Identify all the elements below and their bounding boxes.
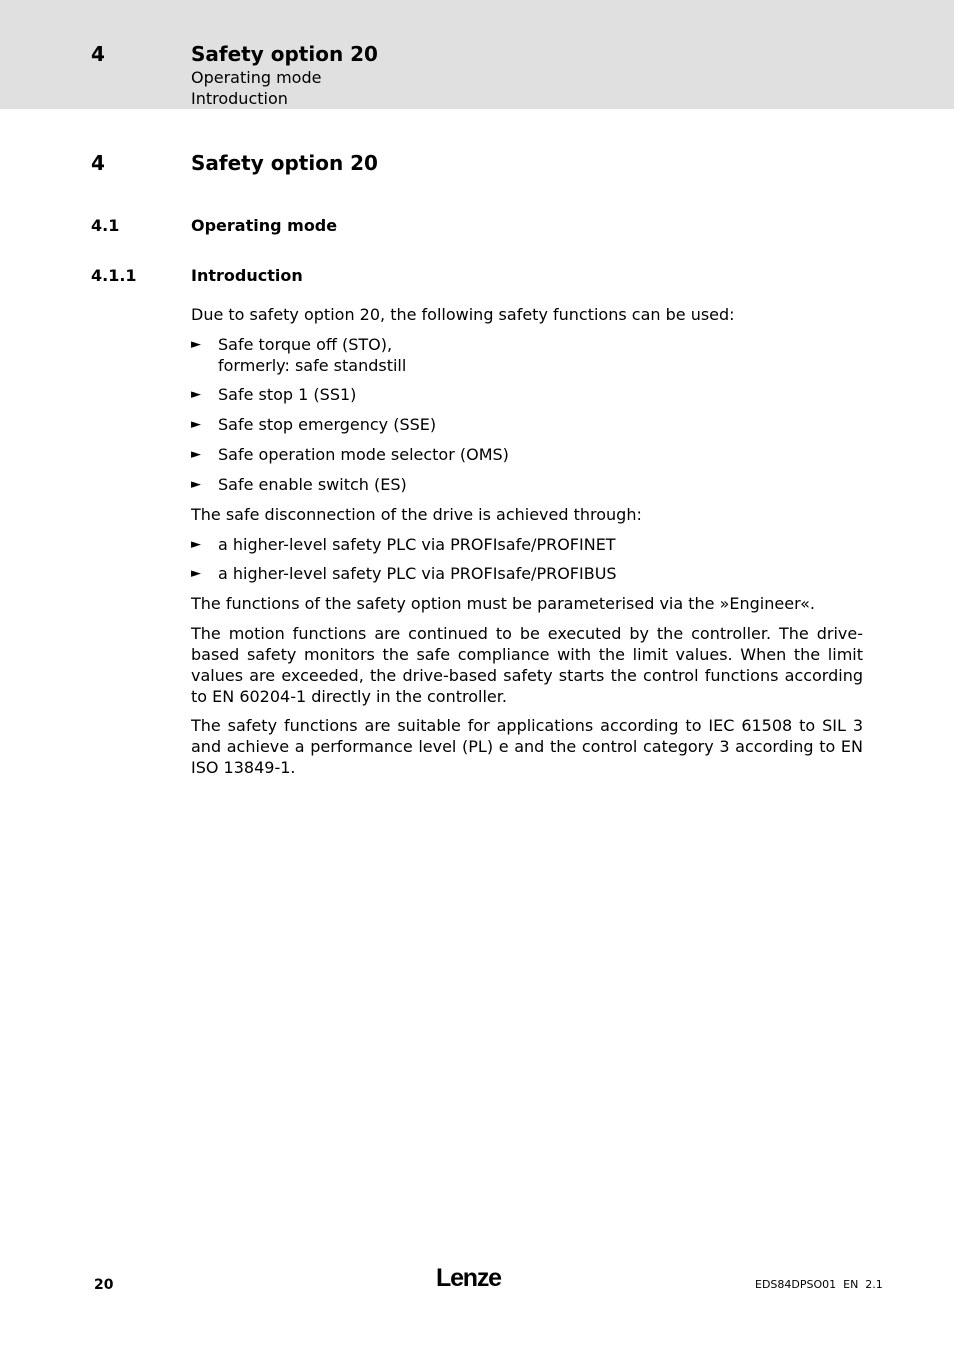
list-item: Safe torque off (STO), xyxy=(218,335,393,354)
bullet-icon: ► xyxy=(191,477,201,492)
lenze-logo: Lenze xyxy=(436,1264,501,1292)
bullet-icon: ► xyxy=(191,387,201,402)
header-subtitle-1: Operating mode xyxy=(191,68,322,87)
subsection-number: 4.1 xyxy=(91,216,120,235)
subsection-title: Operating mode xyxy=(191,216,338,235)
disconnect-intro: The safe disconnection of the drive is achieved through: xyxy=(191,505,642,524)
running-header xyxy=(0,0,954,109)
list-item: Safe operation mode selector (OMS) xyxy=(218,445,509,464)
bullet-icon: ► xyxy=(191,537,201,552)
list-item-continuation: formerly: safe standstill xyxy=(218,356,407,375)
list-item: Safe enable switch (ES) xyxy=(218,475,407,494)
section-number: 4 xyxy=(91,151,105,175)
list-item: a higher-level safety PLC via PROFIsafe/PROFIBUS xyxy=(218,564,617,583)
header-chapter-title: Safety option 20 xyxy=(191,42,378,66)
standards-paragraph: The safety functions are suitable for applications according to IEC 61508 to SIL 3 and achieve a performance level (PL) e and the control category 3 according to EN ISO 13849-1. xyxy=(191,716,863,777)
subsubsection-number: 4.1.1 xyxy=(91,266,137,285)
list-item: Safe stop 1 (SS1) xyxy=(218,385,357,404)
bullet-icon: ► xyxy=(191,447,201,462)
motion-paragraph: The motion functions are continued to be executed by the controller. The drive-based safety monitors the safe compliance with the limit values. When the limit values are exceeded, the drive-based safety starts the control functions according to EN 60204-1 directly in the controller. xyxy=(191,624,863,706)
engineer-paragraph: The functions of the safety option must be parameterised via the »Engineer«. xyxy=(191,594,815,613)
header-subtitle-2: Introduction xyxy=(191,89,288,108)
bullet-icon: ► xyxy=(191,566,201,581)
bullet-icon: ► xyxy=(191,337,201,352)
section-title: Safety option 20 xyxy=(191,151,378,175)
bullet-icon: ► xyxy=(191,417,201,432)
header-chapter-number: 4 xyxy=(91,42,105,66)
document-id: EDS84DPSO01 EN 2.1 xyxy=(755,1278,883,1291)
page-number: 20 xyxy=(94,1277,114,1293)
list-item: Safe stop emergency (SSE) xyxy=(218,415,437,434)
subsubsection-title: Introduction xyxy=(191,266,303,285)
list-item: a higher-level safety PLC via PROFIsafe/PROFINET xyxy=(218,535,616,554)
intro-paragraph: Due to safety option 20, the following safety functions can be used: xyxy=(191,305,735,324)
